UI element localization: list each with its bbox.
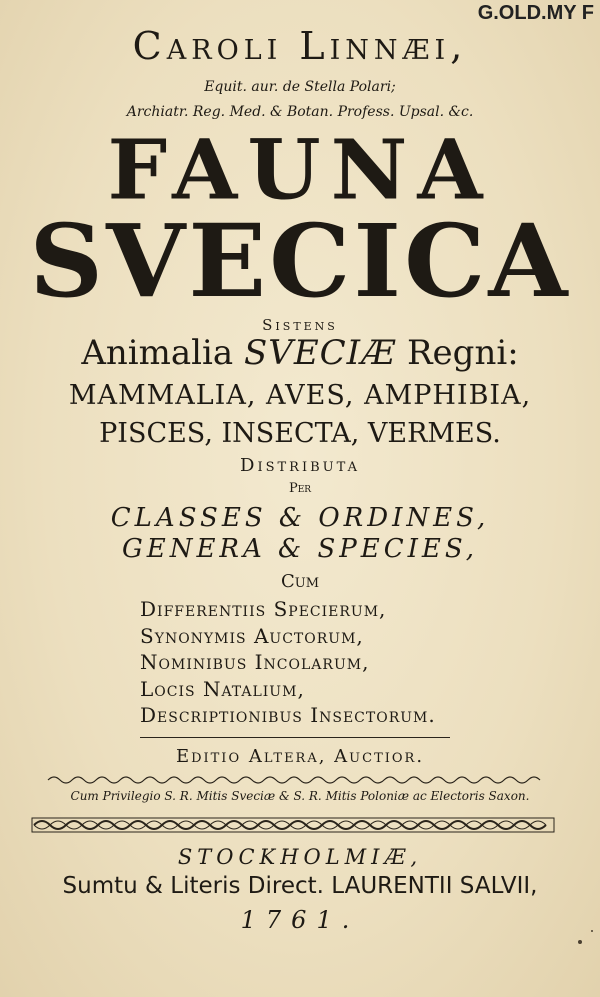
per-label: Per (288, 481, 312, 496)
classes-ordines-line: CLASSES & ORDINES, (110, 503, 490, 533)
paper-speck (591, 930, 593, 932)
list-item: Differentiis Specierum, (140, 597, 387, 621)
paper-speck (578, 940, 582, 944)
place-of-publication: STOCKHOLMIÆ, (177, 845, 423, 869)
scroll-ornament (0, 814, 600, 836)
animal-classes-line-2: PISCES, INSECTA, VERMES. (99, 418, 501, 449)
sistens-label: Sistens (262, 316, 338, 334)
privilege-line: Cum Privilegio S. R. Mitis Sveciæ & S. R. Mitis Poloniæ ac Electoris Saxon. (70, 789, 530, 803)
cum-label: Cum (280, 571, 320, 592)
library-stamp: G.OLD.MY F (477, 2, 594, 24)
list-item: Synonymis Auctorum, (140, 623, 364, 648)
animalia-prefix: Animalia (81, 333, 234, 373)
list-item: Nominibus Incolarum, (140, 650, 370, 674)
publisher-line: Sumtu & Literis Direct. LAURENTII SALVII, (62, 873, 538, 899)
edition-line: Editio Altera, Auctior. (175, 746, 425, 767)
list-item: Locis Natalium, (140, 676, 305, 701)
contents-list (140, 596, 436, 729)
book-title-fauna: FAUNA (107, 120, 493, 219)
wave-ornament-top (0, 772, 600, 786)
distributa-label: Distributa (240, 455, 360, 476)
book-title-svecica: SVECICA (29, 202, 571, 320)
author-name: Caroli Linnæi, (132, 24, 468, 68)
animalia-suffix: Regni: (406, 333, 519, 373)
author-title-2: Archiatr. Reg. Med. & Botan. Profess. Upsal. &c. (126, 104, 474, 120)
genera-species-line: GENERA & SPECIES, (121, 534, 479, 564)
divider-rule (140, 737, 450, 738)
author-title-1: Equit. aur. de Stella Polari; (204, 79, 396, 95)
animalia-line (0, 333, 600, 373)
publication-year: 1761. (240, 906, 360, 934)
animalia-italic: SVECIÆ (243, 333, 397, 373)
list-item: Descriptionibus Insectorum. (140, 703, 436, 727)
animal-classes-line-1: MAMMALIA, AVES, AMPHIBIA, (68, 380, 532, 411)
